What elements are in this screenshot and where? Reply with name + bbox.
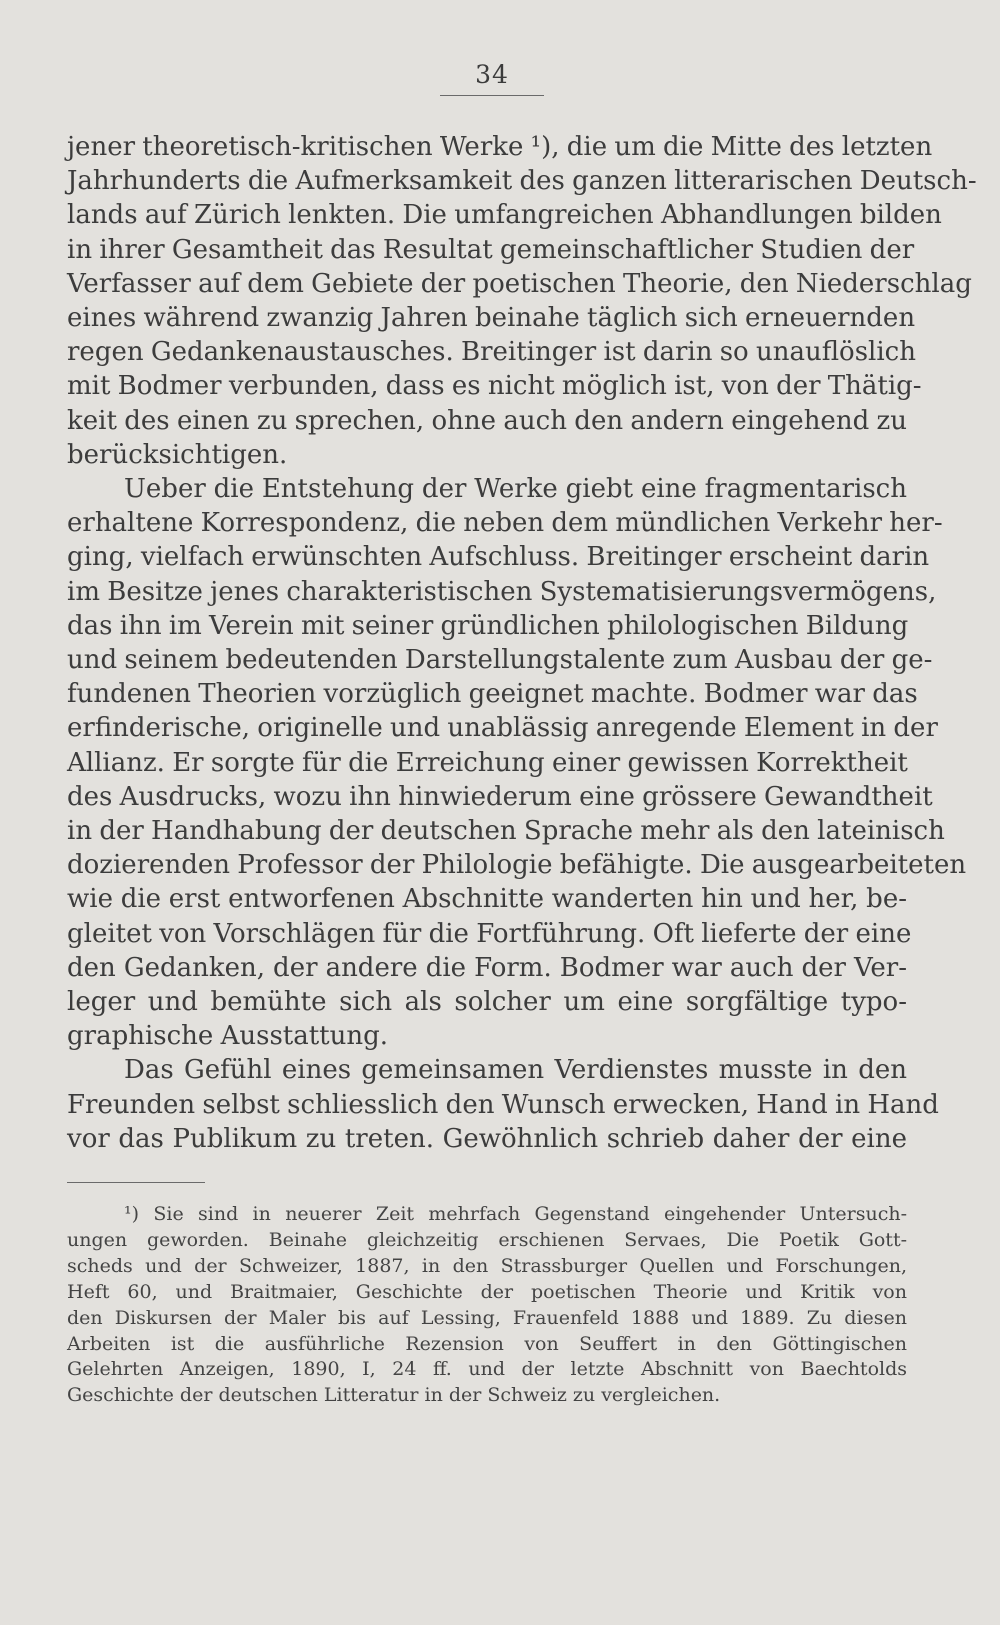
text-line: den Gedanken, der andere die Form. Bodmer war auch der Ver-	[67, 952, 907, 983]
text-line: jener theoretisch-kritischen Werke ¹), die um die Mitte des letzten	[67, 132, 933, 162]
footnote-line: Arbeiten ist die ausführliche Rezension von Seuffert in den Göttingischen	[67, 1332, 907, 1355]
text-line: des Ausdrucks, wozu ihn hinwiederum eine grössere Gewandtheit	[67, 781, 933, 812]
text-line: Allianz. Er sorgte für die Erreichung einer gewissen Korrektheit	[67, 747, 908, 778]
footnote-line: ¹) Sie sind in neuerer Zeit mehrfach Gegenstand eingehender Untersuch-	[124, 1203, 907, 1225]
text-line: das ihn im Verein mit seiner gründlichen philologischen Bildung	[67, 610, 909, 641]
text-line: gleitet von Vorschlägen für die Fortführung. Oft lieferte der eine	[67, 918, 912, 949]
text-line: berücksichtigen.	[67, 439, 288, 470]
text-line: mit Bodmer verbunden, dass es nicht möglich ist, von der Thätig-	[67, 371, 922, 402]
text-line: leger und bemühte sich als solcher um eine sorgfältige typo-	[67, 987, 907, 1018]
text-line: vor das Publikum zu treten. Gewöhnlich schrieb daher der eine	[67, 1123, 907, 1154]
text-line: Das Gefühl eines gemeinsamen Verdienstes musste in den	[124, 1055, 907, 1086]
footnote-line: den Diskursen der Maler bis auf Lessing, Frauenfeld 1888 und 1889. Zu diesen	[67, 1306, 907, 1329]
text-line: und seinem bedeutenden Darstellungstalente zum Ausbau der ge-	[67, 645, 933, 676]
text-line: keit des einen zu sprechen, ohne auch den andern eingehend zu	[67, 405, 907, 436]
text-line: in der Handhabung der deutschen Sprache mehr als den lateinisch	[67, 816, 945, 847]
text-line: lands auf Zürich lenkten. Die umfangreichen Abhandlungen bilden	[67, 200, 942, 231]
text-line: wie die erst entworfenen Abschnitte wanderten hin und her, be-	[67, 884, 907, 915]
text-line: Jahrhunderts die Aufmerksamkeit des ganzen litterarischen Deutsch-	[67, 166, 977, 197]
footnote-divider	[67, 1182, 205, 1183]
text-line: eines während zwanzig Jahren beinahe täglich sich erneuernden	[67, 303, 916, 334]
text-line: dozierenden Professor der Philologie befähigte. Die ausgearbeiteten	[67, 850, 967, 881]
footnote-line: Geschichte der deutschen Litteratur in der Schweiz zu vergleichen.	[67, 1384, 721, 1407]
text-line: graphische Ausstattung.	[67, 1021, 389, 1052]
text-line: Verfasser auf dem Gebiete der poetischen Theorie, den Niederschlag	[67, 268, 972, 299]
body-text	[67, 130, 977, 1156]
text-line: Ueber die Entstehung der Werke giebt eine fragmentarisch	[124, 474, 907, 505]
text-line: in ihrer Gesamtheit das Resultat gemeinschaftlicher Studien der	[67, 234, 915, 265]
text-line: im Besitze jenes charakteristischen Systematisierungsvermögens,	[67, 576, 937, 607]
text-line: erfinderische, originelle und unablässig anregende Element in der	[67, 713, 938, 744]
page-number: 34	[440, 60, 544, 96]
text-line: erhaltene Korrespondenz, die neben dem mündlichen Verkehr her-	[67, 508, 943, 539]
footnote-line: Heft 60, und Braitmaier, Geschichte der poetischen Theorie und Kritik von	[67, 1280, 907, 1303]
text-line: fundenen Theorien vorzüglich geeignet machte. Bodmer war das	[67, 679, 918, 710]
text-line: ging, vielfach erwünschten Aufschluss. Breitinger erscheint darin	[67, 542, 930, 573]
footnote-line: Gelehrten Anzeigen, 1890, I, 24 ff. und der letzte Abschnitt von Baechtolds	[67, 1358, 907, 1381]
footnotes	[67, 1202, 907, 1409]
footnote-line: scheds und der Schweizer, 1887, in den Strassburger Quellen und Forschungen,	[67, 1254, 907, 1277]
footnote-line: ungen geworden. Beinahe gleichzeitig erschienen Servaes, Die Poetik Gott-	[67, 1228, 907, 1251]
text-line: Freunden selbst schliesslich den Wunsch erwecken, Hand in Hand	[67, 1089, 939, 1120]
text-line: regen Gedankenaustausches. Breitinger ist darin so unauflöslich	[67, 337, 916, 368]
